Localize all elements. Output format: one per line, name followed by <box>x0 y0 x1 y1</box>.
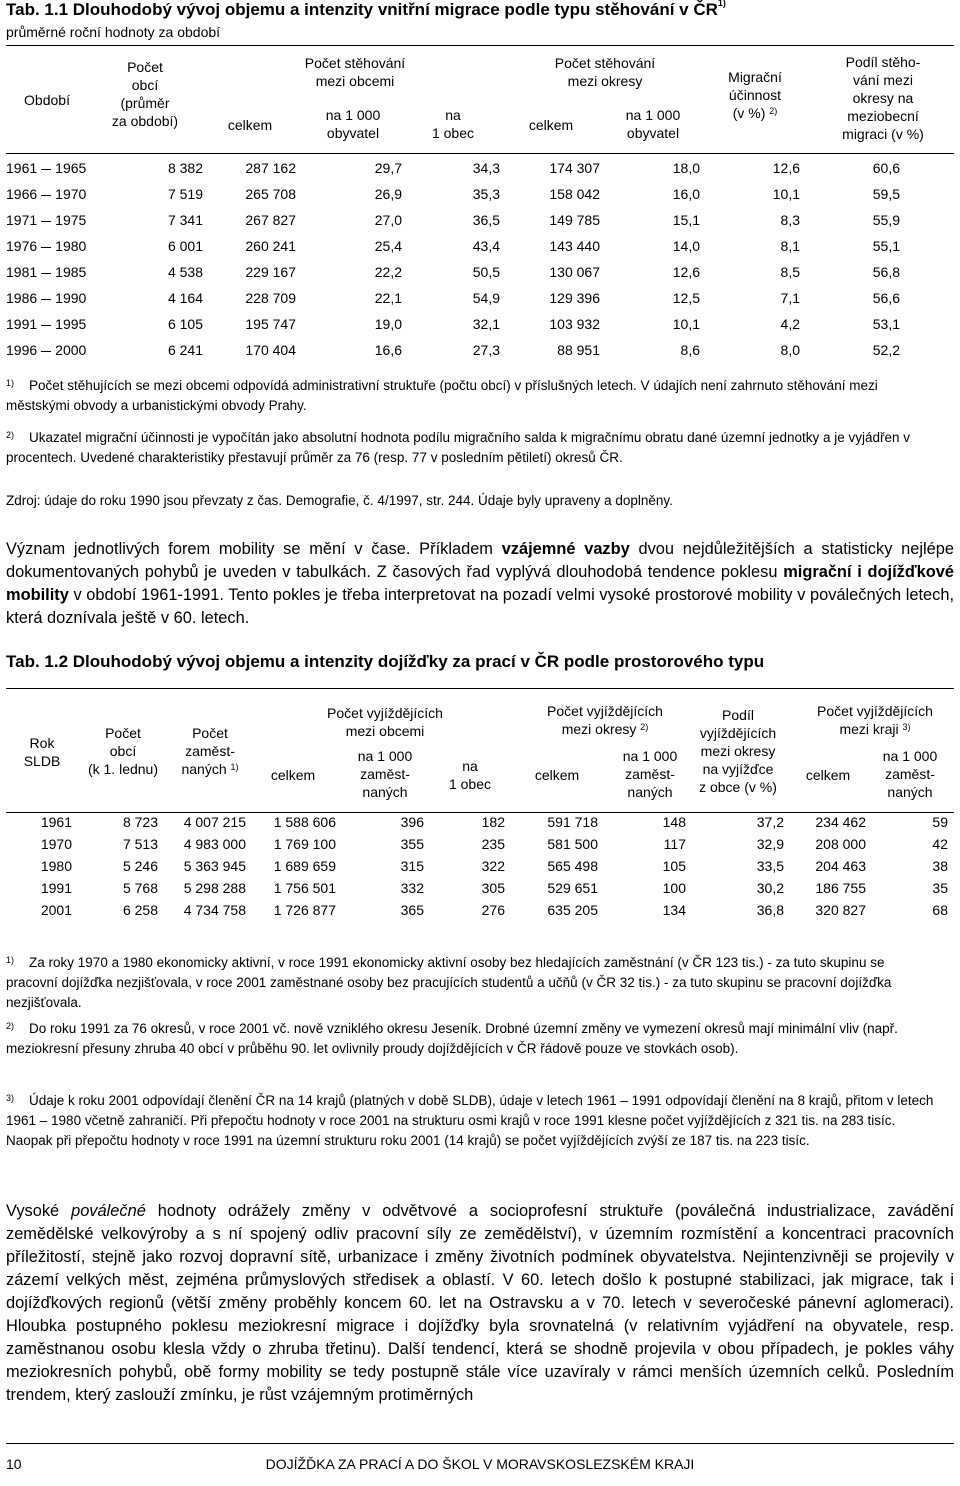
cell-kr-na1000: 68 <box>932 902 948 918</box>
period-from: 1976 <box>6 238 38 254</box>
cell-ok-celkem: 103 932 <box>549 316 600 332</box>
footer-rule <box>6 1443 954 1444</box>
cell-podil: 56,8 <box>872 264 900 280</box>
cell-podil: 30,2 <box>756 880 784 896</box>
cell-ok-celkem: 143 440 <box>549 238 600 254</box>
header-na1obec: na 1 obec <box>431 107 475 141</box>
cell-ok-na1000: 105 <box>662 858 686 874</box>
cell-podil: 36,8 <box>756 902 784 918</box>
table1-title: Tab. 1.1 Dlouhodobý vývoj objemu a intenzity vnitřní migrace podle typu stěhování v ČR$^{1)}$ <box>6 0 726 19</box>
cell-na1000: 355 <box>400 836 424 852</box>
cell-na1obec: 322 <box>481 858 505 874</box>
table2-footnote-3: $^{3)}$ Údaje k roku 2001 odpovídají členění ČR na 14 krajů (platných v době SLDB), údaje v letech 1961 – 1991 odpovídají členění na 8 krajů, přitom v letech 1961 – 1980 včetně zahraničí. Při přepočtu hodnoty v roce 2001 na strukturu osmi krajů v roce 1991 klesne počet vyjíždějících z 321 tis. na 283 tisíc. Naopak při přepočtu hodnoty v roce 1991 na územní strukturu roku 2001 (14 krajů) se počet vyjíždějících zvýší ze 187 tis. na 223 tisíc. <box>6 1093 934 1148</box>
cell-celkem: 170 404 <box>245 342 296 358</box>
period-dash <box>41 221 51 222</box>
cell-kr-celkem: 208 000 <box>815 836 866 852</box>
cell-na1obec: 36,5 <box>472 212 500 228</box>
row-period <box>6 316 86 332</box>
cell-kr-na1000: 35 <box>932 880 948 896</box>
cell-kr-na1000: 42 <box>932 836 948 852</box>
cell-obce: 8 723 <box>122 814 158 830</box>
table1-top-rule <box>6 45 954 46</box>
header-ok-celkem: celkem <box>528 117 574 133</box>
cell-rok: 1961 <box>40 814 72 830</box>
header-obdobi: Období <box>24 92 70 108</box>
cell-obce: 4 538 <box>167 264 203 280</box>
cell-ok-na1000: 12,6 <box>672 264 700 280</box>
period-dash <box>41 247 51 248</box>
cell-kr-celkem: 320 827 <box>815 902 866 918</box>
cell-podil: 53,1 <box>872 316 900 332</box>
cell-ok-celkem: 158 042 <box>549 186 600 202</box>
cell-podil: 55,1 <box>872 238 900 254</box>
cell-celkem: 267 827 <box>245 212 296 228</box>
cell-obce: 7 519 <box>167 186 203 202</box>
period-dash <box>41 351 51 352</box>
cell-ok-na1000: 100 <box>662 880 686 896</box>
page-number: 10 <box>6 1456 22 1472</box>
cell-na1obec: 54,9 <box>472 290 500 306</box>
cell-ok-na1000: 12,5 <box>672 290 700 306</box>
cell-ok-na1000: 134 <box>662 902 686 918</box>
header-celkem: celkem <box>227 117 273 133</box>
period-dash <box>41 273 51 274</box>
header-t2-podil: Podíl vyjíždějících mezi okresy na vyjížďce z obce (v %) <box>699 707 777 795</box>
period-dash <box>41 169 51 170</box>
header-t2-ok-na1000: na 1 000 zaměst- naných <box>622 748 678 800</box>
cell-na1obec: 35,3 <box>472 186 500 202</box>
period-to: 1980 <box>55 238 87 254</box>
period-to: 1975 <box>55 212 87 228</box>
paragraph-2: Vysoké poválečné hodnoty odrážely změny v odvětvové a socioprofesní struktuře (poválečná industrializace, zavádění zemědělské velkovýroby a s ní spojený odliv pracovní síly ze zemědělství), v územním rozmístění a koncentraci pracovních příležitostí, stejně jako rozvoj dopravní sítě, urbanizace i změny životních podmínek obyvatelstva. Nejintenzivněji se projevily v zázemí velkých měst, zejména průmyslových středisek a oblastí. V 60. letech došlo k postupné stabilizaci, jak migrace, tak i dojížďkových regionů (větší změny proběhly koncem 60. let na Ostravsku a v 70. letech v severočeské pánevní aglomeraci). Hloubka postupného poklesu meziokresní migrace i dojížďky byla srovnatelná (v relativním vyjádření na obyvatele, resp. zaměstnanou osobu klesla vždy o zhruba třetinu). Další tendencí, která se shodně projevila v obou případech, je pokles váhy meziokresních pohybů, obě formy mobility se tedy postupně stále více uzavíraly v rámci menších územních celků. Posledním trendem, který zaslouží zmínku, je růst vzájemným protiměrných <box>6 1202 954 1404</box>
cell-celkem: 1 756 501 <box>273 880 336 896</box>
cell-celkem: 265 708 <box>245 186 296 202</box>
cell-podil: 33,5 <box>756 858 784 874</box>
cell-ucinnost: 8,5 <box>780 264 800 280</box>
cell-podil: 56,6 <box>872 290 900 306</box>
paragraph-1: Význam jednotlivých forem mobility se mění v čase. Příkladem vzájemné vazby dvou nejdůležitějších a statisticky nejlépe dokumentovaných pohybů je uveden v tabulkách. Z časových řad vyplývá dlouhodobá tendence poklesu migrační i dojížďkové mobility v období 1961-1991. Tento pokles je třeba interpretovat na pozadí velmi vysoké prostorové mobility v poválečných letech, která doznívala ještě v 60. letech. <box>6 540 955 627</box>
cell-na1obec: 305 <box>481 880 505 896</box>
cell-ok-celkem: 635 205 <box>547 902 598 918</box>
cell-ok-celkem: 130 067 <box>549 264 600 280</box>
cell-celkem: 228 709 <box>245 290 296 306</box>
cell-ucinnost: 10,1 <box>772 186 800 202</box>
cell-na1000: 315 <box>400 858 424 874</box>
table2-header-rule <box>6 812 954 813</box>
row-period <box>6 290 86 306</box>
cell-na1000: 22,2 <box>374 264 402 280</box>
cell-kr-celkem: 186 755 <box>815 880 866 896</box>
cell-ok-na1000: 16,0 <box>672 186 700 202</box>
table1-header-rule <box>6 153 954 154</box>
cell-podil: 52,2 <box>872 342 900 358</box>
cell-kr-celkem: 204 463 <box>815 858 866 874</box>
cell-na1000: 29,7 <box>374 160 402 176</box>
row-period <box>6 264 86 280</box>
cell-kr-celkem: 234 462 <box>815 814 866 830</box>
cell-na1000: 27,0 <box>374 212 402 228</box>
period-to: 1995 <box>55 316 87 332</box>
period-to: 1970 <box>55 186 87 202</box>
cell-na1000: 365 <box>400 902 424 918</box>
cell-ok-celkem: 88 951 <box>557 342 600 358</box>
cell-obce: 5 246 <box>122 858 158 874</box>
period-from: 1991 <box>6 316 38 332</box>
header-t2-ok-celkem: celkem <box>534 767 580 783</box>
row-period <box>6 238 86 254</box>
cell-obce: 5 768 <box>122 880 158 896</box>
header-group-okresy: Počet stěhování mezi okresy <box>554 55 656 89</box>
header-t2-celkem: celkem <box>270 767 316 783</box>
cell-na1obec: 27,3 <box>472 342 500 358</box>
cell-na1000: 25,4 <box>374 238 402 254</box>
header-t2-group-okresy: Počet vyjíždějících mezi okresy $^{2)}$ <box>547 703 663 737</box>
cell-ucinnost: 8,3 <box>780 212 800 228</box>
period-dash <box>41 299 51 300</box>
cell-na1000: 26,9 <box>374 186 402 202</box>
cell-ucinnost: 7,1 <box>780 290 800 306</box>
cell-ok-celkem: 529 651 <box>547 880 598 896</box>
cell-ucinnost: 12,6 <box>772 160 800 176</box>
cell-celkem: 1 769 100 <box>273 836 336 852</box>
cell-na1obec: 34,3 <box>472 160 500 176</box>
period-from: 1961 <box>6 160 38 176</box>
header-t2-kr-celkem: celkem <box>805 767 851 783</box>
period-dash <box>41 325 51 326</box>
period-to: 1985 <box>55 264 87 280</box>
header-pocet-obci: Počet obcí (průměr za období) <box>111 59 179 129</box>
cell-obce: 6 241 <box>167 342 203 358</box>
cell-zam: 5 363 945 <box>183 858 246 874</box>
header-pocet-zamestnanych: Počet zaměst- naných $^{1)}$ <box>181 725 239 777</box>
cell-na1000: 22,1 <box>374 290 402 306</box>
cell-podil: 37,2 <box>756 814 784 830</box>
table2-top-rule <box>6 688 954 689</box>
table1-subtitle: průměrné roční hodnoty za období <box>6 24 221 40</box>
cell-ok-celkem: 565 498 <box>547 858 598 874</box>
cell-na1obec: 43,4 <box>472 238 500 254</box>
cell-obce: 8 382 <box>167 160 203 176</box>
table2-footnote-1: $^{1)}$ Za roky 1970 a 1980 ekonomicky aktivní, v roce 1991 ekonomicky aktivní osoby bez hledajících zaměstnání (v ČR 123 tis.) - za tuto skupinu se pracovní dojížďka nezjišťovala, v roce 2001 zaměstnané osoby bez pracujících studentů a učňů (v ČR 32 tis.) - za tuto skupinu se pracovní dojížďka nezjišťovala. <box>6 955 892 1010</box>
table1-footnote-2: $^{2)}$ Ukazatel migrační účinnosti je vypočítán jako absolutní hodnota podílu migračního salda k migračnímu obratu dané územní jednotky a je vyjádřen v procentech. Uvedené charakteristiky přestavují průměr za 76 (resp. 77 v posledním pětiletí) okresů ČR. <box>6 430 911 465</box>
table1-source: Zdroj: údaje do roku 1990 jsou převzaty z čas. Demografie, č. 4/1997, str. 244. Údaje byly upraveny a doplněny. <box>6 493 673 508</box>
cell-ok-na1000: 18,0 <box>672 160 700 176</box>
cell-ok-na1000: 15,1 <box>672 212 700 228</box>
cell-obce: 7 341 <box>167 212 203 228</box>
cell-ucinnost: 8,1 <box>780 238 800 254</box>
cell-celkem: 1 726 877 <box>273 902 336 918</box>
period-to: 1990 <box>55 290 87 306</box>
header-rok-sldb: Rok SLDB <box>23 735 61 769</box>
row-period <box>6 342 86 358</box>
cell-rok: 1991 <box>40 880 72 896</box>
period-from: 1971 <box>6 212 38 228</box>
period-from: 1986 <box>6 290 38 306</box>
cell-zam: 4 007 215 <box>183 814 246 830</box>
cell-ok-celkem: 591 718 <box>547 814 598 830</box>
cell-rok: 1970 <box>40 836 72 852</box>
header-podil: Podíl stěho- vání mezi okresy na meziobecní migraci (v %) <box>842 54 924 142</box>
header-t2-group-obce: Počet vyjíždějících mezi obcemi <box>327 705 443 739</box>
header-t2-na1obec: na 1 obec <box>448 758 492 792</box>
running-title: DOJÍŽĎKA ZA PRACÍ A DO ŠKOL V MORAVSKOSLEZSKÉM KRAJI <box>265 1456 695 1472</box>
cell-rok: 2001 <box>40 902 72 918</box>
cell-podil: 59,5 <box>872 186 900 202</box>
header-t2-kr-na1000: na 1 000 zaměst- naných <box>882 748 938 800</box>
cell-na1000: 332 <box>400 880 424 896</box>
header-ok-na1000: na 1 000 obyvatel <box>625 107 681 141</box>
cell-celkem: 229 167 <box>245 264 296 280</box>
cell-zam: 4 734 758 <box>183 902 246 918</box>
period-from: 1981 <box>6 264 38 280</box>
cell-na1obec: 276 <box>481 902 505 918</box>
table2-title: Tab. 1.2 Dlouhodobý vývoj objemu a intenzity dojížďky za prací v ČR podle prostorového typu <box>6 652 765 671</box>
cell-zam: 4 983 000 <box>183 836 246 852</box>
cell-na1obec: 235 <box>481 836 505 852</box>
cell-kr-na1000: 38 <box>932 858 948 874</box>
cell-ok-celkem: 149 785 <box>549 212 600 228</box>
cell-na1obec: 182 <box>481 814 505 830</box>
cell-podil: 55,9 <box>872 212 900 228</box>
period-to: 1965 <box>55 160 87 176</box>
cell-celkem: 1 588 606 <box>273 814 336 830</box>
cell-ok-na1000: 10,1 <box>672 316 700 332</box>
header-group-obce: Počet stěhování mezi obcemi <box>304 55 406 89</box>
cell-celkem: 195 747 <box>245 316 296 332</box>
table1-footnote-1: $^{1)}$ Počet stěhujících se mezi obcemi odpovídá administrativní struktuře (počtu obcí) v příslušných letech. V údajích není zahrnuto stěhování mezi městskými obvody a urbanistickými obvody Prahy. <box>6 378 878 413</box>
cell-na1obec: 32,1 <box>472 316 500 332</box>
cell-ok-na1000: 8,6 <box>680 342 700 358</box>
header-t2-group-kraje: Počet vyjíždějících mezi kraji $^{3)}$ <box>817 703 933 737</box>
cell-obce: 6 258 <box>122 902 158 918</box>
cell-ucinnost: 8,0 <box>780 342 800 358</box>
cell-podil: 60,6 <box>872 160 900 176</box>
cell-obce: 4 164 <box>167 290 203 306</box>
header-t2-pocet-obci: Počet obcí (k 1. lednu) <box>87 725 159 777</box>
cell-celkem: 287 162 <box>245 160 296 176</box>
cell-ok-na1000: 14,0 <box>672 238 700 254</box>
cell-ok-celkem: 174 307 <box>549 160 600 176</box>
header-migracni-ucinnost: Migrační účinnost (v %) $^{2)}$ <box>728 69 782 121</box>
cell-celkem: 1 689 659 <box>273 858 336 874</box>
period-dash <box>41 195 51 196</box>
header-na1000: na 1 000 obyvatel <box>325 107 381 141</box>
period-from: 1966 <box>6 186 38 202</box>
cell-kr-na1000: 59 <box>932 814 948 830</box>
cell-ucinnost: 4,2 <box>780 316 800 332</box>
cell-ok-na1000: 148 <box>662 814 686 830</box>
period-from: 1996 <box>6 342 38 358</box>
row-period <box>6 212 86 228</box>
cell-obce: 6 105 <box>167 316 203 332</box>
cell-celkem: 260 241 <box>245 238 296 254</box>
cell-na1000: 16,6 <box>374 342 402 358</box>
cell-obce: 7 513 <box>122 836 158 852</box>
cell-ok-celkem: 129 396 <box>549 290 600 306</box>
cell-zam: 5 298 288 <box>183 880 246 896</box>
cell-na1000: 396 <box>400 814 424 830</box>
cell-rok: 1980 <box>40 858 72 874</box>
header-t2-na1000: na 1 000 zaměst- naných <box>357 748 413 800</box>
cell-podil: 32,9 <box>756 836 784 852</box>
cell-ok-celkem: 581 500 <box>547 836 598 852</box>
cell-na1obec: 50,5 <box>472 264 500 280</box>
row-period <box>6 186 86 202</box>
cell-obce: 6 001 <box>167 238 203 254</box>
cell-na1000: 19,0 <box>374 316 402 332</box>
table2-footnote-2: $^{2)}$ Do roku 1991 za 76 okresů, v roce 2001 vč. nově vzniklého okresu Jeseník. Drobné územní změny ve vymezení okresů mají minimální vliv (např. meziokresní přesuny zhruba 40 obcí v průběhu 90. let ovlivnily proudy dojíždějících v ČR řádově pouze ve stovkách osob). <box>6 1021 898 1056</box>
row-period <box>6 160 86 176</box>
period-to: 2000 <box>55 342 87 358</box>
cell-ok-na1000: 117 <box>663 836 686 852</box>
